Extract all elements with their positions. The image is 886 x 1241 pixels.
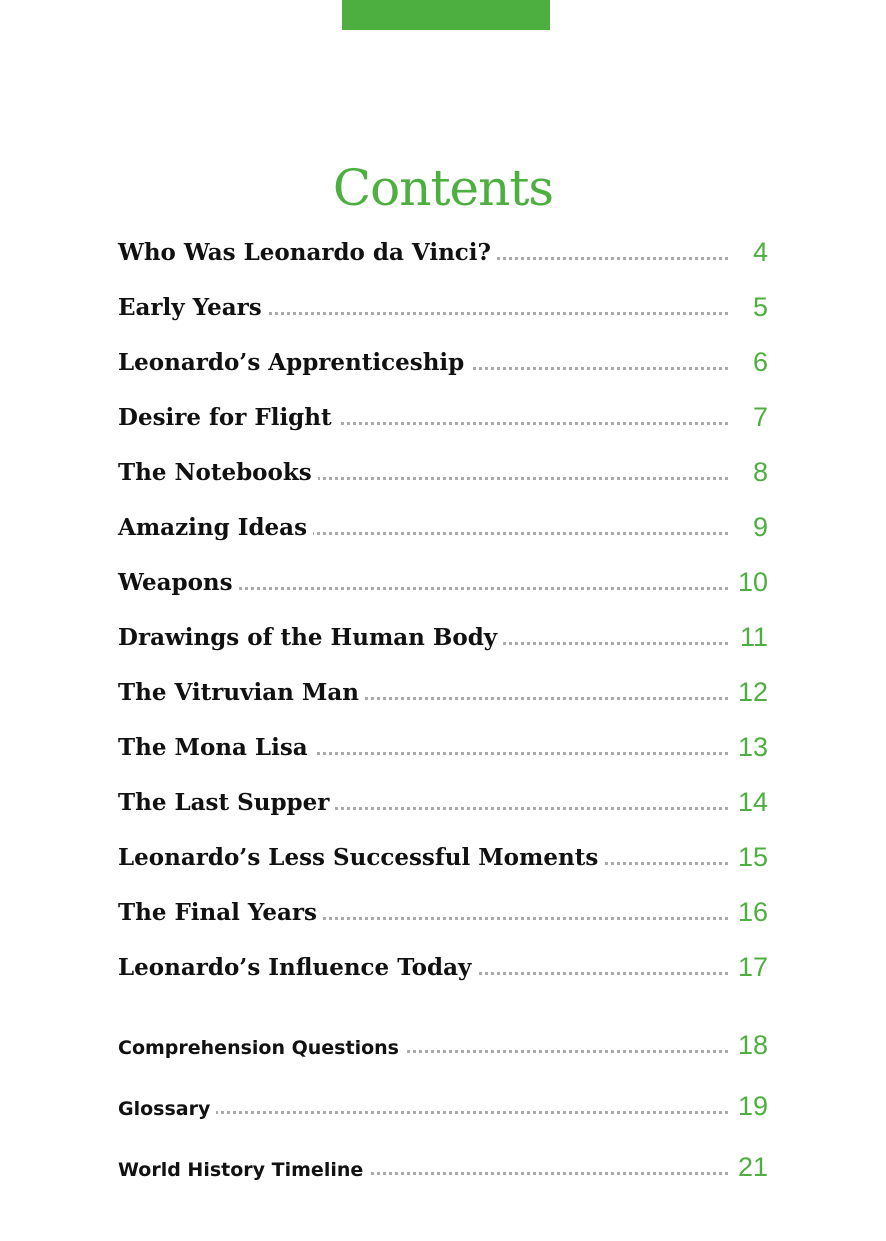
toc-entry-label: The Vitruvian Man	[118, 679, 365, 706]
toc-entry-label: Weapons	[118, 569, 239, 596]
toc-entry-label: The Notebooks	[118, 459, 318, 486]
toc-entry[interactable]	[118, 617, 768, 657]
toc-entry-page: 19	[737, 1091, 768, 1121]
toc-extra-entry[interactable]	[118, 1147, 768, 1187]
toc-entry[interactable]	[118, 232, 768, 272]
toc-entry-label: The Last Supper	[118, 789, 335, 816]
toc-entry[interactable]	[118, 672, 768, 712]
toc-entry[interactable]	[118, 892, 768, 932]
toc-entry-label: Who Was Leonardo da Vinci?	[118, 239, 497, 266]
toc-entry-label: The Mona Lisa	[118, 734, 314, 761]
toc-entry-page: 11	[739, 622, 768, 652]
toc-entry-page: 9	[752, 512, 768, 542]
toc-entry-label: Comprehension Questions	[118, 1037, 405, 1059]
toc-entry[interactable]	[118, 947, 768, 987]
toc-entry-page: 10	[737, 567, 768, 597]
toc-entry-label: Leonardo’s Apprenticeship	[118, 349, 470, 376]
toc-entry-label: Desire for Flight	[118, 404, 338, 431]
toc-entry-page: 7	[752, 402, 768, 432]
toc-entry-page: 18	[737, 1030, 768, 1060]
toc-entry-label: Amazing Ideas	[118, 514, 313, 541]
toc-entry[interactable]	[118, 562, 768, 602]
toc-entry-page: 4	[752, 237, 768, 267]
toc-entry-page: 5	[752, 292, 768, 322]
top-accent-bar	[342, 0, 550, 30]
toc-entry-page: 8	[752, 457, 768, 487]
toc-entry-label: Drawings of the Human Body	[118, 624, 503, 651]
toc-entry-page: 15	[737, 842, 768, 872]
toc-entry-page: 17	[737, 952, 768, 982]
toc-entry-label: The Final Years	[118, 899, 323, 926]
toc-entry-label: World History Timeline	[118, 1159, 369, 1181]
toc-extra-entry[interactable]	[118, 1086, 768, 1126]
toc-entry[interactable]	[118, 837, 768, 877]
toc-entry-label: Glossary	[118, 1098, 216, 1120]
toc-entry[interactable]	[118, 397, 768, 437]
toc-entry[interactable]	[118, 287, 768, 327]
page-title: Contents	[332, 158, 554, 217]
toc-extra-entry[interactable]	[118, 1025, 768, 1065]
toc-entry-label: Leonardo’s Influence Today	[118, 954, 477, 981]
toc-entry[interactable]	[118, 782, 768, 822]
toc-entry-page: 16	[737, 897, 768, 927]
toc-entry-page: 6	[752, 347, 768, 377]
toc-entry-label: Leonardo’s Less Successful Moments	[118, 844, 604, 871]
toc-entry-page: 21	[737, 1152, 768, 1182]
toc-entry[interactable]	[118, 727, 768, 767]
toc-entry[interactable]	[118, 507, 768, 547]
toc-entry-label: Early Years	[118, 294, 268, 321]
toc-entry[interactable]	[118, 342, 768, 382]
toc-entry-page: 14	[737, 787, 768, 817]
toc-entry[interactable]	[118, 452, 768, 492]
toc-entry-page: 12	[737, 677, 768, 707]
toc-entry-page: 13	[737, 732, 768, 762]
